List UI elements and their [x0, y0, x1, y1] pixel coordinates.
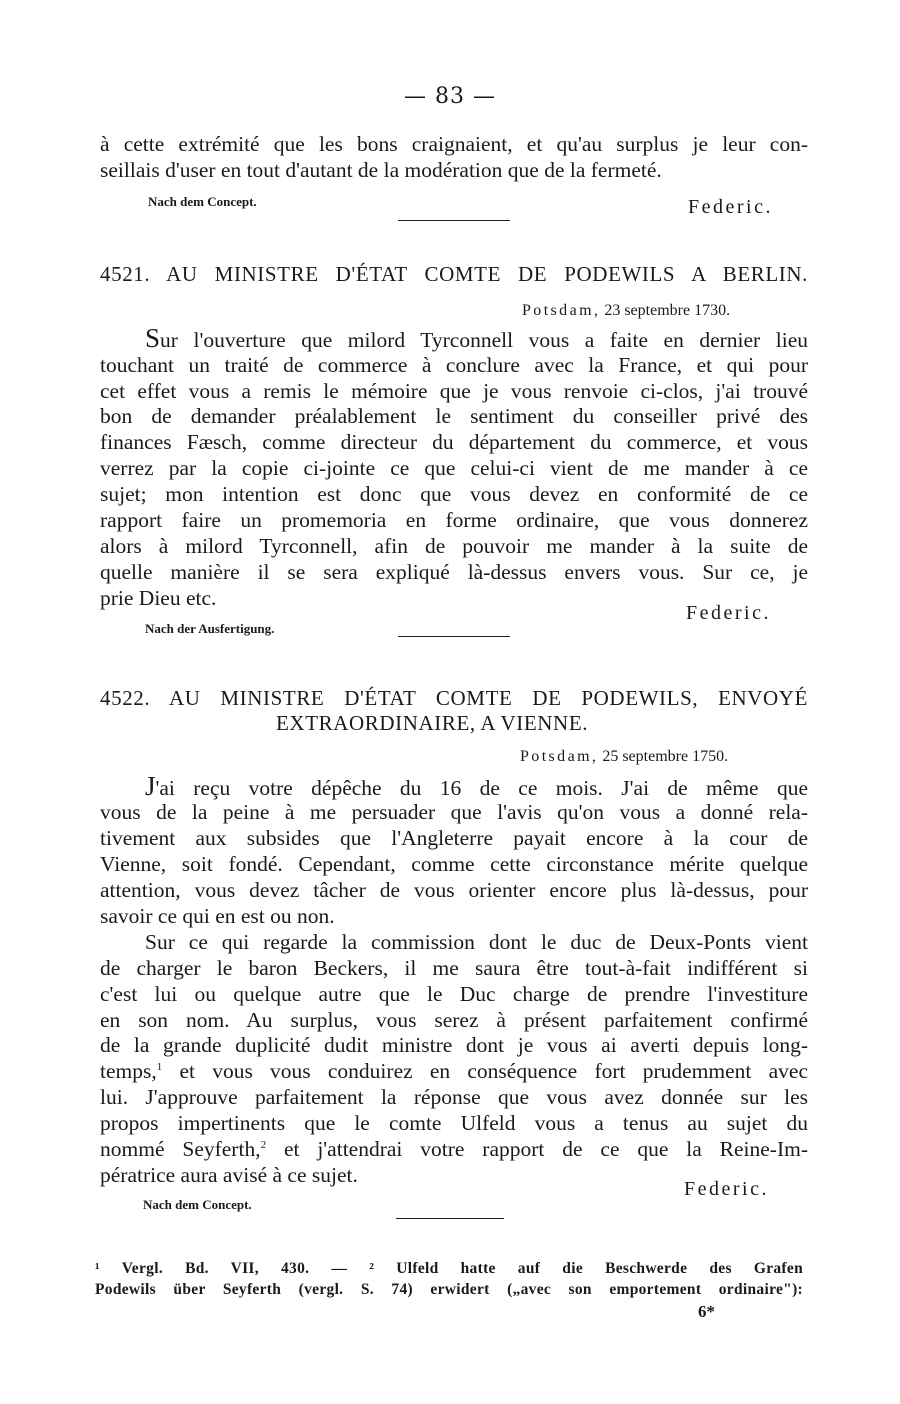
letter-title-line2: EXTRAORDINAIRE, A VIENNE.	[276, 711, 589, 735]
text-run: 'ai reçu votre dépêche du 16 de ce mois. J'ai de même que	[155, 776, 808, 800]
text-line: savoir ce qui en est ou non.	[100, 904, 335, 928]
dateline	[520, 748, 728, 766]
initial-letter: J	[145, 771, 156, 801]
footnote-ref-2[interactable]: 2	[260, 1139, 267, 1151]
text-line: lui. J'approuve parfaitement la réponse que vous avez donnée sur les	[100, 1085, 808, 1109]
text-line: de la grande duplicité dudit ministre dont je vous ai averti depuis long-	[100, 1033, 808, 1057]
text-run: et j'attendrai votre rapport de ce que la Reine-Im-	[266, 1137, 809, 1161]
source-note: Nach dem Concept.	[148, 194, 257, 209]
initial-letter: S	[145, 323, 161, 353]
text-line: Vienne, soit fondé. Cependant, comme cette circonstance mérite quelque	[100, 852, 808, 876]
text-line: verrez par la copie ci-jointe ce que celui-ci vient de me mander à ce	[100, 456, 808, 480]
text-line: touchant un traité de commerce à conclure avec la France, et qui pour	[100, 353, 808, 377]
section-divider	[396, 1218, 504, 1219]
dateline	[522, 302, 730, 320]
text-line: attention, vous devez tâcher de vous orienter encore plus là-dessus, pour	[100, 878, 808, 902]
dateline-date: 25 septembre 1750.	[602, 748, 729, 765]
text-line: sujet; mon intention est donc que vous devez en conformité de ce	[100, 482, 808, 506]
text-line-first	[145, 771, 808, 802]
text-line: bon de demander préalablement le sentiment du conseiller privé des	[100, 404, 808, 428]
footnote-ref-1[interactable]: 1	[156, 1061, 163, 1073]
text-line: finances Fæsch, comme directeur du département du commerce, et vous	[100, 430, 808, 454]
text-line: c'est lui ou quelque autre que le Duc charge de prendre l'investiture	[100, 982, 808, 1006]
page-number-header: — 83 —	[404, 84, 496, 109]
text-line-with-footnote	[100, 1137, 808, 1163]
text-line: vous de la peine à me persuader que l'avis qu'on vous a donné rela-	[100, 800, 808, 824]
text-line: pératrice aura avisé à ce sujet.	[100, 1163, 358, 1187]
footnote-line: Podewils über Seyferth (vergl. S. 74) erwidert („avec son emportement ordinaire"):	[95, 1281, 803, 1298]
text-line: de charger le baron Beckers, il me saura être tout-à-fait indifférent si	[100, 956, 808, 980]
section-divider	[398, 636, 510, 637]
signature: Federic.	[688, 196, 773, 218]
section-divider	[398, 220, 510, 221]
source-note: Nach dem Concept.	[143, 1197, 252, 1212]
text-line: prie Dieu etc.	[100, 586, 217, 610]
dateline-date: 23 septembre 1730.	[604, 302, 731, 319]
dateline-place: Potsdam,	[520, 748, 599, 765]
text-line: tivement aux subsides que l'Angleterre payait encore à la cour de	[100, 826, 808, 850]
footnote-line: ¹ Vergl. Bd. VII, 430. — ² Ulfeld hatte auf die Beschwerde des Grafen	[95, 1260, 803, 1277]
letter-title: 4521. AU MINISTRE D'ÉTAT COMTE DE PODEWILS A BERLIN.	[100, 262, 808, 286]
text-line: Sur ce qui regarde la commission dont le duc de Deux-Ponts vient	[145, 930, 808, 954]
text-line: alors à milord Tyrconnell, afin de pouvoir me mander à la suite de	[100, 534, 808, 558]
text-run: et vous vous conduirez en conséquence fort prudemment avec	[162, 1059, 808, 1083]
text-line: rapport faire un promemoria en forme ordinaire, que vous donnerez	[100, 508, 808, 532]
text-line: seillais d'user en tout d'autant de la modération que de la fermeté.	[100, 158, 662, 182]
letter-title-line1: 4522. AU MINISTRE D'ÉTAT COMTE DE PODEWILS, ENVOYÉ	[100, 686, 808, 710]
sheet-signature: 6*	[698, 1302, 715, 1321]
text-line: en son nom. Au surplus, vous serez à présent parfaitement confirmé	[100, 1008, 808, 1032]
text-line-with-footnote	[100, 1059, 808, 1085]
dateline-place: Potsdam,	[522, 302, 601, 319]
signature: Federic.	[684, 1178, 769, 1200]
signature: Federic.	[686, 602, 771, 624]
text-line: cet effet vous a remis le mémoire que je vous renvoie ci-clos, j'ai trouvé	[100, 379, 808, 403]
source-note: Nach der Ausfertigung.	[145, 621, 275, 636]
text-line-first	[145, 323, 808, 354]
text-line: quelle manière il se sera expliqué là-dessus envers vous. Sur ce, je	[100, 560, 808, 584]
text-line: propos impertinents que le comte Ulfeld vous a tenus au sujet du	[100, 1111, 808, 1135]
text-line: à cette extrémité que les bons craignaient, et qu'au surplus je leur con-	[100, 132, 808, 156]
text-run: ur l'ouverture que milord Tyrconnell vous a faite en dernier lieu	[160, 328, 808, 352]
text-run: nommé Seyferth,	[100, 1137, 261, 1161]
text-run: temps,	[100, 1059, 157, 1083]
